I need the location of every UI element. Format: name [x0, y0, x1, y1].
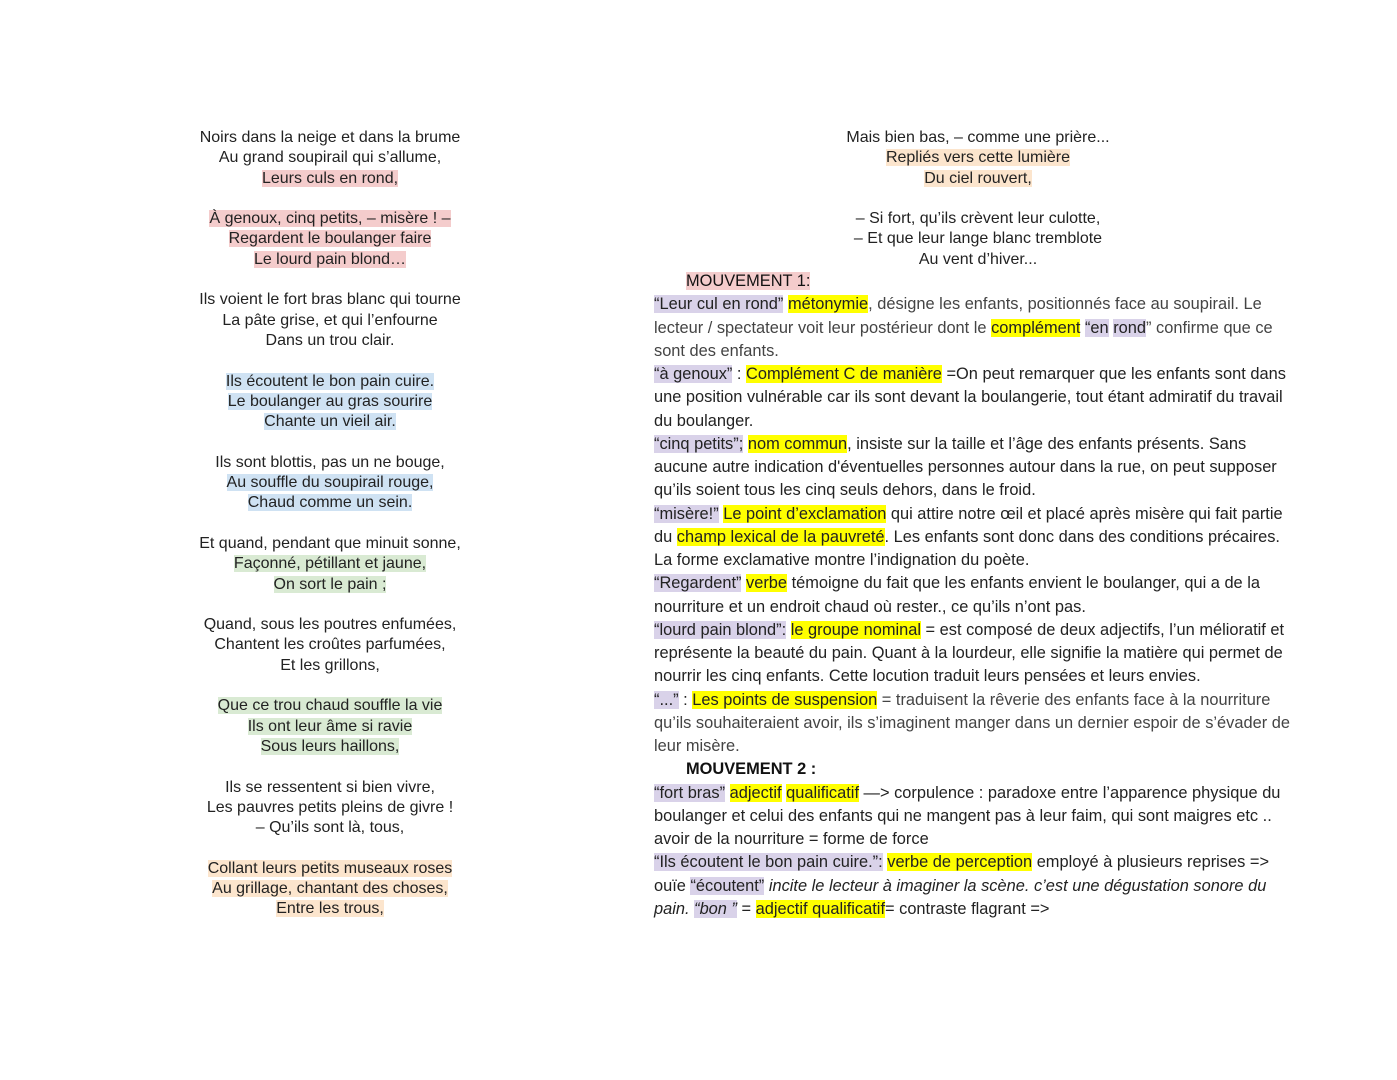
stanza-12: [654, 209, 1302, 270]
poem-line: [130, 169, 530, 189]
stanza-3: [130, 290, 530, 351]
poem-line: [130, 879, 530, 899]
stanza-2: [130, 209, 530, 270]
analysis-paragraph: [654, 503, 1294, 573]
poem-line: [130, 209, 530, 229]
highlight: MOUVEMENT 1:: [686, 272, 811, 291]
poem-line: [130, 737, 530, 757]
highlight: Les points de suspension: [692, 690, 878, 709]
quote: “Leur cul en rond”: [654, 295, 784, 314]
highlight: Le boulanger au gras sourire: [227, 392, 433, 410]
text: = traduisent la rêverie des enfants face à la nourriture qu’ils souhaiteraient avoir, ils s’imaginent manger dans un dernier espoir de s’évader de leur misère.: [654, 690, 1290, 756]
highlight: Entre les trous,: [276, 900, 384, 918]
highlight: On sort le pain ;: [273, 575, 387, 593]
quote: “misère!”: [654, 504, 719, 523]
text: =On peut remarquer que les enfants sont dans une position vulnérable car ils sont devant la boulangerie, tout étant admiratif du travail du boulanger.: [654, 365, 1286, 430]
highlight: Repliés vers cette lumière: [885, 149, 1071, 167]
text: . Les enfants sont donc dans des conditions précaires. La forme exclamative montre l’indignation du poète.: [654, 527, 1280, 570]
highlight: Façonné, pétillant et jaune,: [233, 555, 427, 573]
highlight: Ils ont leur âme si ravie: [247, 717, 413, 735]
stanza-1: [130, 128, 530, 189]
poem-line: Quand, sous les poutres enfumées,: [203, 616, 457, 634]
stanza-4: [130, 372, 530, 433]
analysis-paragraph: [654, 363, 1294, 433]
highlight: Du ciel rouvert,: [924, 169, 1032, 187]
poem-line: [130, 899, 530, 919]
highlight: le groupe nominal: [790, 620, 921, 639]
poem-line: – Qu’ils sont là, tous,: [255, 819, 405, 837]
analysis-paragraph: [654, 293, 1294, 363]
poem-line: – Si fort, qu’ils crèvent leur culotte,: [855, 210, 1101, 228]
highlight: verbe de perception: [887, 853, 1033, 872]
text: , désigne les enfants, positionnés face au soupirail. Le lecteur / spectateur voit leur postérieur dont le: [654, 295, 1262, 337]
poem-line: [130, 392, 530, 412]
poem-line: [130, 229, 530, 249]
highlight: Le lourd pain blond…: [253, 250, 407, 268]
quote: “lourd pain blond”:: [654, 620, 787, 639]
poem-line: [654, 169, 1302, 189]
poem-line: Au grand soupirail qui s’allume,: [218, 149, 442, 167]
stanza-9: [130, 778, 530, 839]
analysis-paragraph: [654, 619, 1294, 689]
highlight: Collant leurs petits museaux roses: [207, 859, 453, 877]
text: , insiste sur la taille et l’âge des enfants présents. Sans aucune autre indication d'éventuelles personnes autour dans la rue, on peut supposer qu’ils soient tous les cinq seuls dehors, dans le froid.: [654, 434, 1277, 500]
poem-line: [130, 696, 530, 716]
poem-line: [654, 148, 1302, 168]
poem-line: Mais bien bas, – comme une prière...: [846, 129, 1110, 146]
poem-line: Ils sont blottis, pas un ne bouge,: [215, 453, 445, 471]
stanza-7: [130, 615, 530, 676]
poem-line: Chantent les croûtes parfumées,: [214, 636, 446, 654]
poem-line: [130, 717, 530, 737]
highlight: adjectif: [729, 783, 782, 802]
highlight: Regardent le boulanger faire: [228, 230, 432, 248]
highlight: Ils écoutent le bon pain cuire.: [225, 372, 435, 390]
highlight: Chante un vieil air.: [264, 413, 396, 431]
stanza-6: [130, 534, 530, 595]
analysis-paragraph: [654, 851, 1294, 921]
quote: “bon ”: [694, 899, 737, 918]
highlight: complément: [991, 318, 1081, 337]
highlight: qualificatif: [786, 783, 859, 802]
poem-line: Noirs dans la neige et dans la brume: [199, 129, 461, 146]
highlight: métonymie: [787, 295, 869, 314]
poem-line: [130, 554, 530, 574]
poem-line: – Et que leur lange blanc tremblote: [853, 230, 1103, 248]
analysis-paragraph: [654, 782, 1294, 852]
poem-line: La pâte grise, et qui l’enfourne: [222, 311, 438, 329]
highlight: verbe: [746, 574, 788, 593]
quote: “écoutent”: [690, 876, 765, 895]
text: = contraste flagrant =>: [885, 899, 1050, 918]
poem-line: [130, 493, 530, 513]
highlight: Au souffle du soupirail rouge,: [226, 474, 434, 492]
poem-line: [130, 575, 530, 595]
quote: “en: [1084, 318, 1109, 337]
poem-left-column: [130, 128, 530, 940]
highlight: adjectif qualificatif: [755, 899, 885, 918]
highlight: Chaud comme un sein.: [247, 494, 413, 512]
highlight: Le point d’exclamation: [723, 504, 887, 523]
stanza-10: [130, 859, 530, 920]
poem-line: Dans un trou clair.: [265, 331, 395, 349]
heading-mouvement-2: MOUVEMENT 2 :: [686, 760, 817, 779]
quote: “fort bras”: [654, 783, 726, 802]
poem-line: Et quand, pendant que minuit sonne,: [199, 534, 461, 552]
quote: “Ils écoutent le bon pain cuire.”:: [654, 853, 883, 872]
poem-line: Ils voient le fort bras blanc qui tourne: [199, 291, 461, 309]
analysis-section: [654, 270, 1294, 921]
highlight: Complément C de manière: [746, 365, 942, 384]
text: qui attire notre œil et placé après misère qui fait partie du: [654, 504, 1283, 546]
analysis-paragraph: [654, 689, 1294, 759]
stanza-11: [654, 128, 1302, 189]
text: :: [678, 690, 693, 709]
analysis-paragraph: [654, 433, 1294, 503]
quote: “à genoux”: [654, 365, 733, 384]
poem-line: Au vent d’hiver...: [918, 250, 1038, 268]
poem-line: [130, 859, 530, 879]
highlight: Sous leurs haillons,: [260, 737, 400, 755]
highlight: À genoux, cinq petits, – misère ! –: [209, 210, 451, 228]
poem-line: [130, 250, 530, 270]
analysis-paragraph: [654, 572, 1294, 619]
poem-line: [130, 412, 530, 432]
poem-line: Et les grillons,: [280, 656, 380, 674]
quote: “...”: [654, 690, 679, 709]
stanza-5: [130, 453, 530, 514]
text: ” confirme que ce sont des enfants.: [654, 318, 1273, 360]
highlight: nom commun: [747, 434, 848, 453]
text: = est composé de deux adjectifs, l’un mélioratif et représente la beauté du pain. Quant à la lourdeur, elle signifie la matière qui permet de nourrir les cinq enfants. Cette locution traduit leurs pensées et leurs envies.: [654, 620, 1285, 686]
right-column: [654, 128, 1294, 921]
poem-line: [130, 473, 530, 493]
poem-line: [130, 372, 530, 392]
quote: “Regardent”: [654, 574, 742, 593]
text: —> corpulence : paradoxe entre l’apparence physique du boulanger et celui des enfants qui ne mangent pas à leur faim, qui sont maigres etc .. avoir de la nourriture = forme de force: [654, 783, 1281, 849]
poem-line: Ils se ressentent si bien vivre,: [225, 778, 435, 796]
text: employé à plusieurs reprises => ouïe: [654, 853, 1270, 895]
highlight: Au grillage, chantant des choses,: [212, 879, 448, 897]
heading-mouvement-1: [654, 270, 1294, 293]
text: témoigne du fait que les enfants envient le boulanger, qui a de la nourriture et un endroit chaud où rester., ce qu’ils n’ont pas.: [654, 574, 1260, 616]
poem-right-column: [654, 128, 1302, 270]
text: incite le lecteur à imaginer la scène. c’est une dégustation sonore du pain.: [654, 876, 1267, 918]
text: :: [732, 365, 747, 384]
poem-line: Les pauvres petits pleins de givre !: [206, 798, 454, 816]
highlight: Que ce trou chaud souffle la vie: [217, 697, 443, 715]
highlight: Leurs culs en rond,: [261, 169, 399, 187]
stanza-8: [130, 696, 530, 757]
quote: “cinq petits”;: [654, 434, 744, 453]
quote: rond: [1113, 318, 1147, 337]
highlight: champ lexical de la pauvreté: [676, 527, 885, 546]
text: =: [736, 899, 756, 918]
